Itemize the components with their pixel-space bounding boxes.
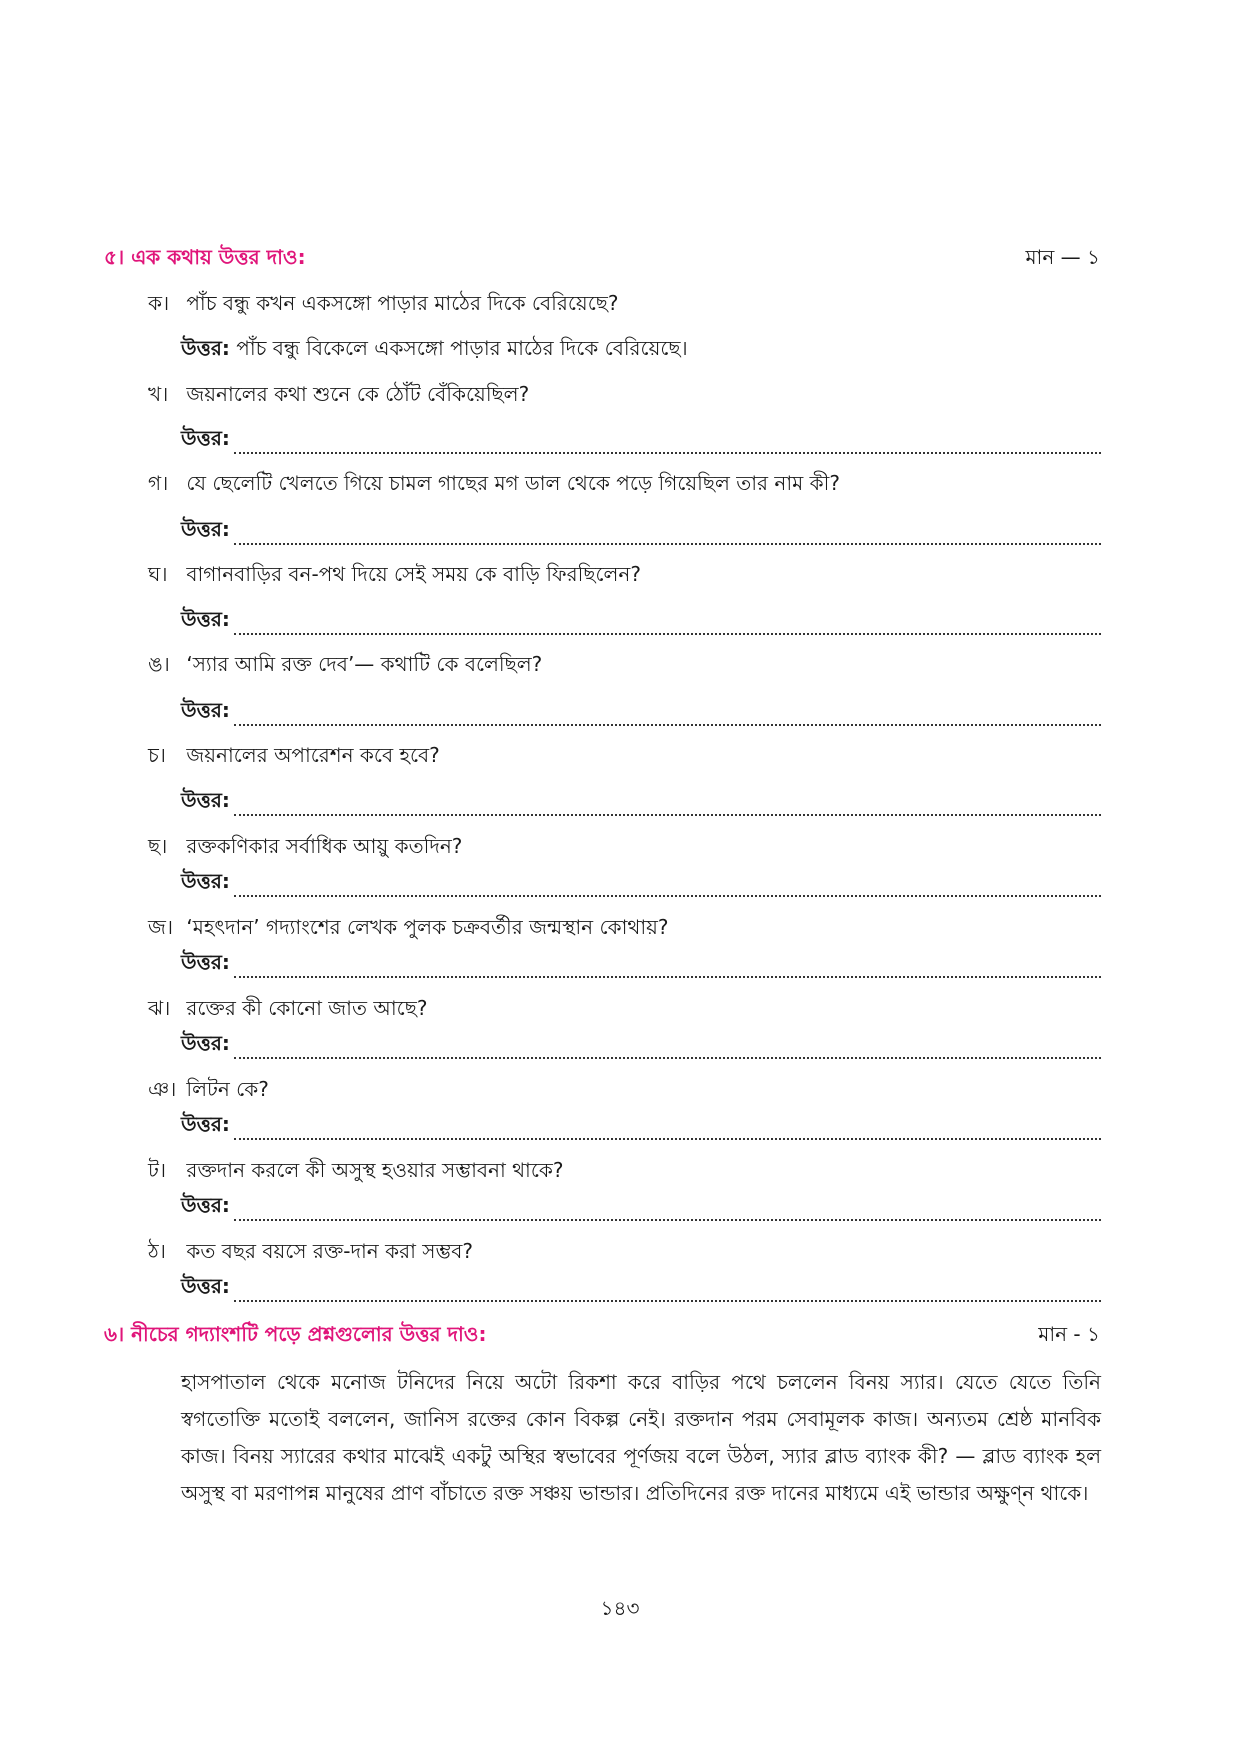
answer-jha[interactable] (181, 1029, 1101, 1062)
question-ga (148, 469, 840, 502)
question-label: ট। (148, 1158, 167, 1182)
answer-blank-line[interactable] (234, 1039, 1101, 1059)
answer-ta[interactable] (181, 1191, 1101, 1224)
page-number: ১৪৩ (600, 1596, 640, 1620)
answer-blank-line[interactable] (234, 796, 1101, 816)
answer-text: পাঁচ বন্ধু বিকেলে একসঙ্গো পাড়ার মাঠের দিকে বেরিয়েছে। (236, 336, 688, 360)
question-text: ‘স্যার আমি রক্ত দেব’— কথাটি কে বলেছিল? (186, 652, 543, 676)
question-text: জয়নালের কথা শুনে কে ঠোঁট বেঁকিয়েছিল? (186, 382, 530, 406)
answer-blank-line[interactable] (234, 1120, 1101, 1140)
answer-gha[interactable] (181, 605, 1101, 638)
section-6-marks: মান - ১ (1038, 1322, 1100, 1346)
answer-label: উত্তর: (181, 426, 230, 450)
answer-blank-line[interactable] (234, 706, 1101, 726)
answer-blank-line[interactable] (234, 615, 1101, 635)
question-ja (148, 913, 669, 946)
answer-ka (181, 334, 1101, 367)
question-text: রক্তকণিকার সর্বাধিক আয়ু কতদিন? (186, 834, 463, 858)
answer-cha[interactable] (181, 786, 1101, 819)
question-label: জ। (148, 915, 174, 939)
answer-kha[interactable] (181, 424, 1101, 457)
question-text: বাগানবাড়ির বন-পথ দিয়ে সেই সময় কে বাড়ি ফিরছিলেন? (186, 562, 641, 586)
answer-blank-line[interactable] (234, 958, 1101, 978)
question-jha (148, 994, 427, 1027)
section-5-header (104, 243, 1100, 276)
question-label: ছ। (148, 834, 168, 858)
answer-ga[interactable] (181, 515, 1101, 548)
section-5-marks: মান — ১ (1025, 245, 1100, 269)
answer-label: উত্তর: (181, 1193, 230, 1217)
question-text: পাঁচ বন্ধু কখন একসঙ্গো পাড়ার মাঠের দিকে বেরিয়েছে? (186, 291, 619, 315)
question-nio (148, 1075, 269, 1108)
answer-label: উত্তর: (181, 517, 230, 541)
question-label: চ। (148, 743, 166, 767)
question-label: ঘ। (148, 562, 168, 586)
answer-umo[interactable] (181, 696, 1101, 729)
question-label: ঞ। (148, 1077, 177, 1101)
answer-tha[interactable] (181, 1272, 1101, 1305)
question-label: খ। (148, 382, 169, 406)
answer-blank-line[interactable] (234, 1201, 1101, 1221)
answer-label: উত্তর: (181, 698, 230, 722)
answer-label: উত্তর: (181, 950, 230, 974)
question-text: রক্তদান করলে কী অসুস্থ হওয়ার সম্ভাবনা থাকে? (186, 1158, 564, 1182)
question-gha (148, 560, 641, 593)
answer-chha[interactable] (181, 867, 1101, 900)
question-ta (148, 1156, 564, 1189)
answer-label: উত্তর: (181, 607, 230, 631)
question-label: ঝ। (148, 996, 171, 1020)
answer-label: উত্তর: (181, 336, 230, 360)
question-ka (148, 289, 619, 322)
question-label: ঙ। (148, 652, 170, 676)
question-text: জয়নালের অপারেশন কবে হবে? (186, 743, 440, 767)
answer-blank-line[interactable] (234, 877, 1101, 897)
section-5-title: ৫। এক কথায় উত্তর দাও: (104, 245, 306, 269)
question-kha (148, 380, 529, 413)
question-tha (148, 1237, 473, 1270)
question-text: রক্তের কী কোনো জাত আছে? (186, 996, 428, 1020)
answer-blank-line[interactable] (234, 434, 1101, 454)
answer-label: উত্তর: (181, 1274, 230, 1298)
answer-blank-line[interactable] (234, 1282, 1101, 1302)
answer-blank-line[interactable] (234, 525, 1101, 545)
answer-ja[interactable] (181, 948, 1101, 981)
question-chha (148, 832, 462, 865)
question-label: ক। (148, 291, 170, 315)
question-umo (148, 650, 542, 683)
answer-label: উত্তর: (181, 1112, 230, 1136)
section-6-title: ৬। নীচের গদ্যাংশটি পড়ে প্রশ্নগুলোর উত্তর দাও: (104, 1322, 487, 1346)
question-text: যে ছেলেটি খেলতে গিয়ে চামল গাছের মগ ডাল থেকে পড়ে গিয়েছিল তার নাম কী? (186, 471, 840, 495)
question-text: কত বছর বয়সে রক্ত-দান করা সম্ভব? (186, 1239, 474, 1263)
answer-label: উত্তর: (181, 1031, 230, 1055)
question-label: ঠ। (148, 1239, 166, 1263)
answer-label: উত্তর: (181, 788, 230, 812)
question-text: লিটন কে? (186, 1077, 269, 1101)
section-6-header (104, 1320, 1100, 1353)
question-text: ‘মহৎদান’ গদ্যাংশের লেখক পুলক চক্রবর্তীর জন্মস্থান কোথায়? (186, 915, 669, 939)
answer-label: উত্তর: (181, 869, 230, 893)
question-cha (148, 741, 440, 774)
answer-nio[interactable] (181, 1110, 1101, 1143)
question-label: গ। (148, 471, 169, 495)
reading-passage: হাসপাতাল থেকে মনোজ টনিদের নিয়ে অটো রিকশা করে বাড়ির পথে চললেন বিনয় স্যার। যেতে যেতে তিনি স্বগতোক্তি মতোই বললেন, জানিস রক্তের কোন বিকল্প নেই। রক্তদান পরম সেবামূলক কাজ। অন্যতম শ্রেষ্ঠ মানবিক কাজ। বিনয় স্যারের কথার মাঝেই একটু অস্থির স্বভাবের পূর্ণজয় বলে উঠল, স্যার ব্লাড ব্যাংক কী? — ব্লাড ব্যাংক হল অসুস্থ বা মরণাপন্ন মানুষের প্রাণ বাঁচাতে রক্ত সঞ্চয় ভান্ডার। প্রতিদিনের রক্ত দানের মাধ্যমে এই ভান্ডার অক্ষুণ্ন থাকে। (181, 1370, 1101, 1505)
